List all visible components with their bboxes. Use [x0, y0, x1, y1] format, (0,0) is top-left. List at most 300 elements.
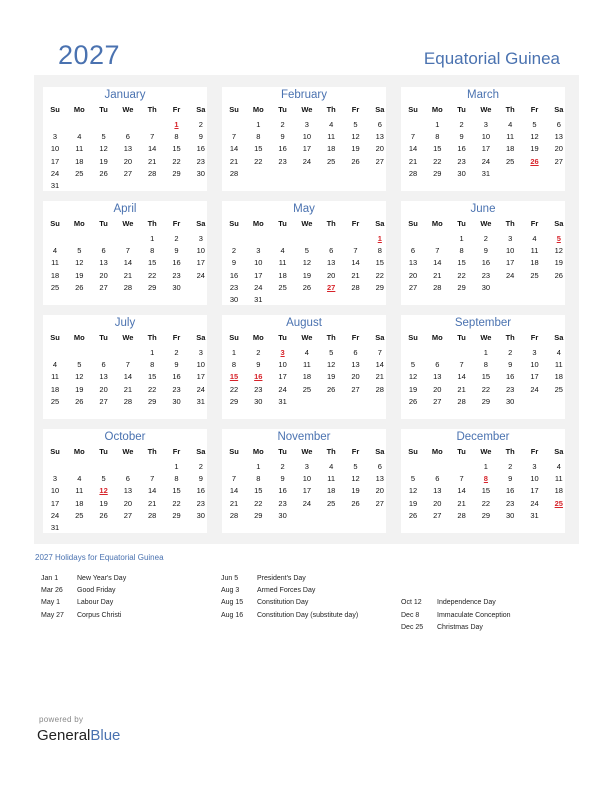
calendar-day: 8 — [435, 132, 440, 142]
calendar-day: 15 — [254, 144, 263, 154]
calendar-day: 8 — [256, 474, 261, 484]
weekday-header: We — [301, 219, 313, 228]
calendar-day: 26 — [327, 384, 336, 394]
calendar-day: 2 — [459, 120, 464, 129]
weekday-header: Tu — [99, 447, 108, 456]
weekday-header: Fr — [351, 447, 360, 456]
weekday-header: We — [480, 219, 492, 228]
weekday-header: Th — [326, 333, 336, 342]
weekday-header: Su — [229, 333, 239, 342]
calendar-day: 14 — [433, 258, 442, 268]
calendar-day: 30 — [457, 168, 466, 178]
month-may — [222, 201, 386, 305]
calendar-day: 12 — [75, 372, 84, 382]
calendar-day: 23 — [172, 384, 181, 394]
calendar-day: 8 — [150, 246, 155, 256]
weekday-header: Fr — [530, 105, 539, 114]
calendar-day: 29 — [172, 510, 181, 520]
calendar-day: 11 — [75, 486, 84, 496]
calendar-day: 24 — [302, 156, 312, 166]
weekday-header: Fr — [172, 447, 181, 456]
calendar-day: 17 — [50, 498, 60, 508]
calendar-day: 21 — [433, 270, 442, 280]
calendar-day: 28 — [457, 396, 466, 406]
calendar-day: 24 — [530, 498, 539, 508]
calendar-day: 27 — [351, 384, 360, 394]
calendar-day: 30 — [172, 396, 181, 406]
calendar-day: 2 — [280, 120, 285, 129]
calendar-day: 9 — [508, 474, 513, 484]
holiday-date: 26 — [530, 156, 539, 166]
calendar-day: 3 — [52, 474, 58, 484]
calendar-day: 22 — [481, 384, 491, 394]
calendar-day: 15 — [172, 486, 181, 496]
calendar-day: 14 — [148, 144, 157, 154]
weekday-header: Fr — [530, 333, 539, 342]
calendar-day: 21 — [229, 498, 239, 508]
calendar-day: 7 — [377, 348, 382, 357]
calendar-day: 19 — [408, 384, 418, 394]
calendar-day: 26 — [75, 396, 84, 406]
holiday-date-label: Jan 1 — [41, 575, 59, 582]
calendar-day: 30 — [196, 168, 205, 178]
calendar-day: 29 — [457, 282, 466, 292]
calendar-day: 20 — [375, 486, 384, 496]
calendar-day: 18 — [278, 270, 287, 280]
calendar-day: 20 — [375, 144, 384, 154]
calendar-day: 4 — [77, 474, 82, 484]
weekday-header: Mo — [73, 333, 85, 342]
calendar-day: 9 — [256, 360, 261, 370]
calendar-day: 9 — [483, 246, 488, 256]
holiday-date: 3 — [280, 348, 285, 357]
calendar-day: 25 — [302, 384, 312, 394]
calendar-day: 7 — [353, 246, 358, 256]
calendar-day: 8 — [483, 360, 488, 370]
calendar-day: 21 — [229, 156, 239, 166]
holiday-row — [221, 612, 358, 624]
weekday-header: Fr — [172, 333, 181, 342]
calendar-day: 10 — [196, 360, 205, 370]
calendar-day: 28 — [123, 282, 133, 292]
calendar-day: 23 — [457, 156, 466, 166]
calendar-day: 12 — [408, 372, 418, 382]
calendar-day: 29 — [481, 510, 491, 520]
calendar-day: 28 — [148, 510, 157, 520]
calendar-day: 2 — [508, 462, 513, 471]
calendar-day: 21 — [351, 270, 360, 280]
calendar-day: 30 — [254, 396, 263, 406]
calendar-day: 22 — [172, 156, 181, 166]
calendar-day: 4 — [77, 132, 82, 142]
weekday-header: Tu — [457, 105, 466, 114]
calendar-day: 13 — [433, 486, 442, 496]
calendar-day: 4 — [52, 360, 58, 370]
calendar-day: 10 — [254, 258, 263, 268]
calendar-day: 14 — [123, 372, 133, 382]
weekday-header: Mo — [431, 105, 443, 114]
weekday-header: Tu — [457, 219, 466, 228]
month-october — [43, 429, 207, 533]
weekday-header: Fr — [351, 105, 360, 114]
calendar-day: 4 — [556, 348, 561, 357]
holiday-date-label: Aug 16 — [221, 611, 244, 619]
month-february — [222, 87, 386, 191]
calendar-day: 13 — [408, 258, 418, 268]
calendar-day: 24 — [481, 156, 491, 166]
weekday-header: Th — [326, 219, 336, 228]
holiday-date: 12 — [99, 486, 108, 496]
calendar-day: 16 — [278, 144, 287, 154]
calendar-day: 16 — [229, 270, 239, 280]
calendar-day: 10 — [50, 144, 60, 154]
calendar-day: 10 — [50, 486, 60, 496]
month-name: February — [280, 89, 328, 101]
calendar-day: 29 — [375, 282, 384, 292]
calendar-day: 27 — [375, 498, 384, 508]
holiday-name: Christmas Day — [437, 623, 483, 631]
calendar-day: 10 — [302, 132, 312, 142]
calendar-day: 15 — [457, 258, 466, 268]
holiday-date-label: Aug 15 — [221, 599, 244, 607]
calendar-day: 24 — [530, 384, 539, 394]
calendar-day: 19 — [75, 270, 84, 280]
calendar-day: 27 — [433, 510, 442, 520]
calendar-day: 11 — [506, 132, 515, 142]
calendar-day: 16 — [172, 258, 181, 268]
holiday-row — [221, 599, 358, 611]
weekday-header: Su — [408, 105, 418, 114]
calendar-day: 1 — [459, 234, 464, 243]
calendar-day: 16 — [172, 372, 181, 382]
calendar-day: 24 — [196, 384, 205, 394]
calendar-day: 13 — [99, 372, 108, 382]
calendar-day: 15 — [375, 258, 384, 268]
calendar-day: 3 — [304, 462, 309, 471]
calendar-day: 25 — [278, 282, 287, 292]
calendar-day: 16 — [278, 486, 287, 496]
calendar-day: 28 — [351, 282, 360, 292]
month-name: August — [286, 317, 322, 329]
weekday-header: Sa — [196, 447, 206, 456]
calendar-day: 23 — [481, 270, 491, 280]
month-name: June — [470, 203, 496, 215]
calendar-day: 3 — [198, 234, 203, 243]
calendar-day: 14 — [229, 486, 239, 496]
calendar-day: 9 — [508, 360, 513, 370]
calendar-day: 21 — [457, 498, 466, 508]
weekday-header: Su — [408, 333, 418, 342]
calendar-day: 9 — [459, 132, 464, 142]
calendar-day: 28 — [229, 510, 239, 520]
weekday-header: Th — [505, 105, 515, 114]
weekday-header: Th — [147, 219, 157, 228]
calendar-day: 5 — [410, 360, 416, 370]
calendar-day: 6 — [101, 360, 106, 370]
calendar-day: 25 — [75, 168, 84, 178]
calendar-day: 1 — [150, 348, 155, 357]
calendar-day: 15 — [148, 258, 157, 268]
weekday-header: Fr — [172, 219, 181, 228]
calendar-day: 23 — [278, 498, 287, 508]
calendar-day: 27 — [123, 510, 133, 520]
calendar-day: 4 — [329, 120, 334, 129]
calendar-day: 31 — [196, 396, 205, 406]
weekday-header: We — [301, 333, 313, 342]
calendar-day: 29 — [172, 168, 181, 178]
calendar-day: 12 — [327, 360, 336, 370]
calendar-day: 1 — [231, 348, 237, 357]
calendar-day: 6 — [329, 246, 334, 256]
holiday-row — [41, 575, 126, 587]
month-name: April — [113, 203, 137, 215]
holiday-name: Constitution Day (substitute day) — [257, 611, 359, 619]
calendar-day: 18 — [554, 372, 563, 382]
calendar-day: 18 — [302, 372, 312, 382]
weekday-header: Tu — [457, 333, 466, 342]
calendar-day: 6 — [435, 360, 440, 370]
calendar-day: 13 — [327, 258, 336, 268]
weekday-header: Su — [408, 219, 418, 228]
holiday-row — [41, 599, 126, 611]
weekday-header: Mo — [431, 219, 443, 228]
calendar-day: 24 — [196, 270, 205, 280]
holiday-date: 1 — [377, 234, 382, 243]
calendar-day: 20 — [327, 270, 336, 280]
calendar-day: 7 — [231, 474, 237, 484]
weekday-header: Sa — [554, 219, 564, 228]
calendar-day: 30 — [278, 510, 287, 520]
calendar-day: 8 — [174, 474, 179, 484]
calendar-day: 30 — [506, 510, 515, 520]
weekday-header: Th — [147, 105, 157, 114]
calendar-day: 12 — [351, 132, 360, 142]
calendar-day: 30 — [481, 282, 491, 292]
calendar-day: 24 — [506, 270, 515, 280]
calendar-day: 17 — [278, 372, 287, 382]
month-april — [43, 201, 207, 305]
calendar-day: 22 — [457, 270, 466, 280]
calendar-day: 10 — [196, 246, 205, 256]
calendar-day: 26 — [99, 510, 108, 520]
calendar-day: 27 — [408, 282, 418, 292]
calendar-day: 22 — [148, 270, 157, 280]
calendar-day: 28 — [123, 396, 133, 406]
calendar-day: 1 — [256, 462, 261, 471]
calendar-day: 29 — [148, 396, 157, 406]
holidays-heading: 2027 Holidays for Equatorial Guinea — [35, 553, 164, 562]
holiday-name: Armed Forces Day — [257, 587, 316, 595]
brand-part-blue: Blue — [90, 727, 121, 744]
calendar-day: 24 — [50, 168, 60, 178]
holiday-row — [401, 624, 511, 636]
calendar-day: 5 — [101, 474, 106, 484]
month-name: November — [277, 431, 331, 443]
month-june — [401, 201, 565, 305]
calendar-day: 5 — [101, 132, 106, 142]
calendar-day: 31 — [50, 523, 60, 532]
holiday-date: 15 — [229, 372, 239, 382]
calendar-day: 5 — [77, 246, 82, 256]
calendar-day: 22 — [433, 156, 442, 166]
calendar-day: 26 — [408, 396, 418, 406]
weekday-header: Mo — [73, 219, 85, 228]
weekday-header: Tu — [99, 105, 108, 114]
calendar-day: 19 — [351, 144, 360, 154]
calendar-day: 13 — [99, 258, 108, 268]
calendar-day: 5 — [77, 360, 82, 370]
holiday-date-label: Dec 25 — [401, 623, 424, 631]
calendar-day: 29 — [229, 396, 239, 406]
calendar-day: 3 — [508, 234, 513, 243]
calendar-day: 14 — [408, 144, 418, 154]
holiday-column — [41, 575, 126, 624]
weekday-header: Th — [505, 447, 515, 456]
calendar-day: 21 — [375, 372, 384, 382]
calendar-day: 18 — [75, 156, 84, 166]
calendar-day: 26 — [75, 282, 84, 292]
calendar-day: 24 — [254, 282, 263, 292]
weekday-header: Sa — [196, 333, 206, 342]
calendar-day: 25 — [530, 270, 539, 280]
calendar-day: 20 — [433, 384, 442, 394]
calendar-day: 26 — [351, 498, 360, 508]
calendar-day: 21 — [123, 384, 133, 394]
holiday-date: 8 — [483, 474, 488, 484]
holiday-row — [221, 575, 358, 587]
calendar-day: 8 — [256, 132, 261, 142]
calendar-day: 22 — [254, 156, 263, 166]
holiday-date-label: Aug 3 — [221, 587, 240, 595]
calendar-day: 20 — [554, 144, 563, 154]
holiday-date: 5 — [556, 234, 561, 243]
calendar-day: 6 — [101, 246, 106, 256]
calendar-day: 26 — [408, 510, 418, 520]
calendar-day: 27 — [375, 156, 384, 166]
calendar-day: 10 — [530, 360, 539, 370]
calendar-day: 11 — [278, 258, 287, 268]
calendar-day: 4 — [556, 462, 561, 471]
calendar-day: 13 — [351, 360, 360, 370]
calendar-day: 12 — [75, 258, 84, 268]
calendar-day: 4 — [508, 120, 513, 129]
calendar-day: 6 — [556, 120, 561, 129]
calendar-day: 17 — [196, 372, 205, 382]
calendar-day: 6 — [353, 348, 358, 357]
weekday-header: Mo — [73, 447, 85, 456]
calendar-day: 29 — [148, 282, 157, 292]
calendar-day: 31 — [530, 510, 539, 520]
calendar-day: 16 — [481, 258, 491, 268]
holiday-name: Corpus Christi — [77, 611, 122, 619]
weekday-header: Fr — [172, 105, 181, 114]
calendar-day: 11 — [51, 258, 59, 268]
calendar-day: 7 — [125, 360, 130, 370]
weekday-header: We — [301, 447, 313, 456]
calendar-grid — [34, 75, 579, 544]
calendar-day: 14 — [351, 258, 360, 268]
month-july — [43, 315, 207, 419]
calendar-day: 21 — [408, 156, 418, 166]
calendar-day: 4 — [280, 246, 285, 256]
holiday-row — [41, 587, 126, 599]
calendar-day: 17 — [196, 258, 205, 268]
calendar-day: 24 — [278, 384, 287, 394]
calendar-day: 17 — [254, 270, 263, 280]
calendar-day: 21 — [148, 498, 157, 508]
calendar-day: 1 — [483, 348, 488, 357]
calendar-day: 12 — [351, 474, 360, 484]
calendar-day: 17 — [50, 156, 60, 166]
calendar-day: 16 — [196, 486, 205, 496]
calendar-day: 28 — [457, 510, 466, 520]
weekday-header: Tu — [278, 333, 287, 342]
weekday-header: Su — [408, 447, 418, 456]
calendar-day: 8 — [174, 132, 179, 142]
weekday-header: We — [122, 219, 134, 228]
calendar-day: 31 — [481, 168, 491, 178]
calendar-day: 19 — [408, 498, 418, 508]
calendar-day: 18 — [75, 498, 84, 508]
calendar-day: 18 — [50, 270, 60, 280]
month-december — [401, 429, 565, 533]
holiday-column — [221, 575, 358, 624]
calendar-day: 30 — [229, 295, 239, 304]
calendar-day: 20 — [351, 372, 360, 382]
calendar-day: 17 — [530, 372, 539, 382]
calendar-day: 11 — [75, 144, 84, 154]
month-september — [401, 315, 565, 419]
calendar-day: 10 — [302, 474, 312, 484]
calendar-day: 22 — [254, 498, 263, 508]
calendar-day: 1 — [256, 120, 261, 129]
calendar-day: 18 — [50, 384, 60, 394]
calendar-day: 14 — [375, 360, 384, 370]
weekday-header: We — [122, 447, 134, 456]
weekday-header: Fr — [530, 447, 539, 456]
calendar-day: 2 — [198, 462, 203, 471]
calendar-day: 27 — [99, 282, 108, 292]
calendar-day: 4 — [304, 348, 309, 357]
calendar-day: 13 — [554, 132, 563, 142]
calendar-day: 30 — [172, 282, 181, 292]
month-march — [401, 87, 565, 191]
month-name: October — [104, 431, 146, 443]
calendar-day: 17 — [302, 144, 312, 154]
year-title: 2027 — [58, 40, 121, 70]
calendar-day: 27 — [123, 168, 133, 178]
calendar-day: 1 — [150, 234, 155, 243]
calendar-day: 6 — [410, 246, 416, 256]
weekday-header: Fr — [351, 333, 360, 342]
calendar-day: 8 — [377, 246, 382, 256]
calendar-day: 5 — [329, 348, 334, 357]
calendar-day: 9 — [198, 132, 203, 142]
calendar-day: 1 — [174, 462, 179, 471]
calendar-day: 1 — [483, 462, 488, 471]
calendar-day: 2 — [280, 462, 285, 471]
weekday-header: Th — [326, 447, 336, 456]
calendar-day: 6 — [125, 132, 130, 142]
holiday-name: Constitution Day — [257, 599, 309, 607]
calendar-day: 9 — [174, 246, 179, 256]
calendar-day: 16 — [196, 144, 205, 154]
calendar-day: 2 — [174, 348, 179, 357]
calendar-day: 23 — [254, 384, 263, 394]
calendar-day: 14 — [229, 144, 239, 154]
weekday-header: Su — [229, 447, 239, 456]
month-november — [222, 429, 386, 533]
